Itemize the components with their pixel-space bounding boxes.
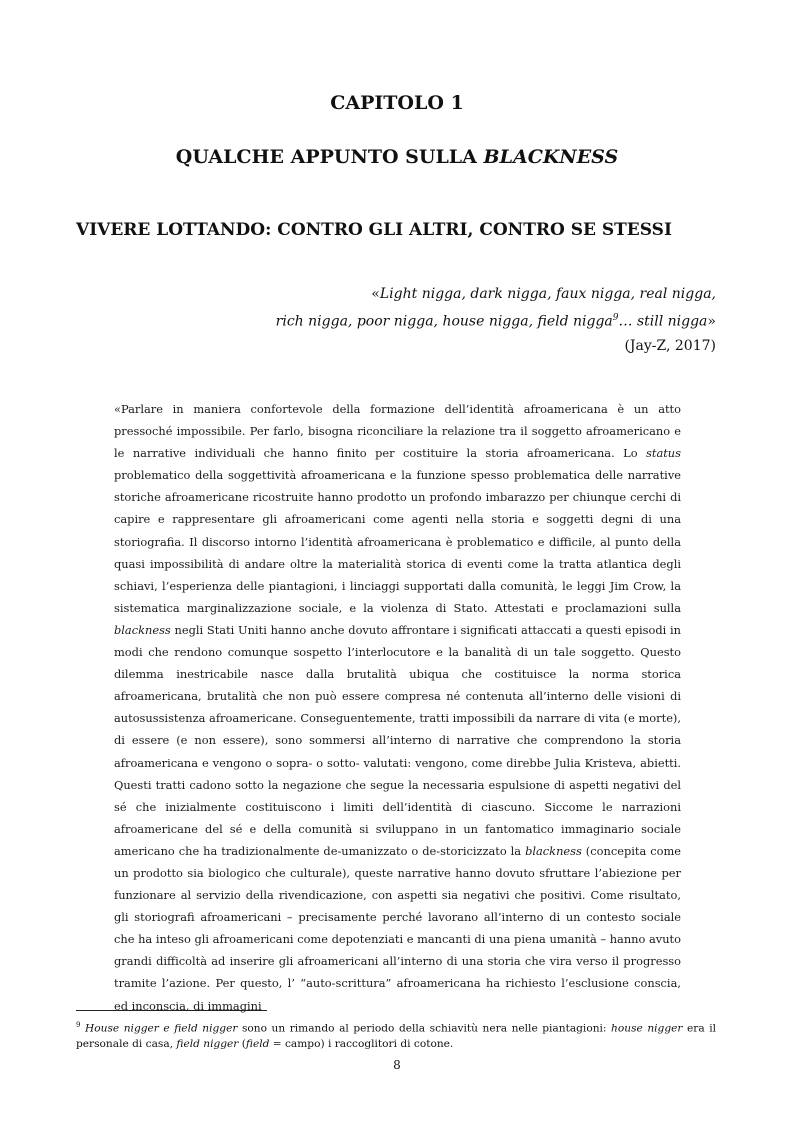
chapter-title-italic: BLACKNESS	[483, 146, 619, 168]
epigraph-line-1-text: Light nigga, dark nigga, faux nigga, real nigga,	[379, 286, 716, 302]
footnote-connector: e	[158, 1022, 175, 1035]
footnote-term-5: field	[245, 1037, 270, 1050]
quote-text-part-2: problematico della soggettività afroamericana e la funzione spesso problematica delle narrative storiche afroamericane ricostruite hanno prodotto un profondo imbarazzo per chiunque cerchi di capire e rappresentare gli afroamericani come agenti nella storia e soggetti degni di una storiografia. Il discorso intorno l’identità afroamericana è problematico e difficile, al punto della quasi impossibilità di andare oltre la materialità storica di eventi come la tratta atlantica degli schiavi, l’esperienza delle piantagioni, i linciaggi supportati dalla comunità, le leggi Jim Crow, la sistematica marginalizzazione sociale, e la violenza di Stato. Attestati e proclamazioni sulla	[114, 468, 681, 615]
chapter-title-text: QUALCHE APPUNTO SULLA	[175, 146, 484, 168]
epigraph-line-1	[156, 282, 716, 306]
footnote-term-4: field nigger	[176, 1037, 239, 1050]
epigraph-attribution: (Jay-Z, 2017)	[624, 337, 716, 354]
quote-italic-blackness-2: blackness	[525, 843, 582, 858]
footnote-number: 9	[76, 1021, 81, 1029]
epigraph-open-quote: «	[371, 286, 380, 302]
footnote-term-2: field nigger	[174, 1022, 238, 1035]
chapter-title	[0, 146, 794, 168]
footnote-term-3: house nigger	[611, 1022, 683, 1035]
quote-text-part-4: (concepita come un prodotto sia biologico che culturale), queste narrative hanno dovuto sfruttare l’abiezione per funzionare al servizio della rivendicazione, con aspetti sia negativi che positivi. Come risultato, gli storiografi afroamericani – precisamente perché lavorano all’interno di un contesto sociale che ha inteso gli afroamericani come depotenziati e mancanti di una piena umanità – hanno avuto grandi difficoltà ad inserire gli afroamericani all’interno di una storia che vira verso il progresso tramite l’azione. Per questo, l’ “auto-scrittura” afroamericana ha richiesto l’esclusione conscia, ed inconscia, di immagini	[114, 843, 681, 1013]
epigraph	[156, 282, 716, 358]
section-title: VIVERE LOTTANDO: CONTRO GLI ALTRI, CONTRO SE STESSI	[76, 220, 672, 240]
quote-italic-blackness: blackness	[114, 622, 171, 637]
footnote-text-4: = campo) i raccoglitori di cotone.	[269, 1037, 454, 1050]
epigraph-line-2-text-b: … still nigga	[618, 313, 708, 330]
footnote-text-2: era il personale di casa,	[76, 1022, 716, 1050]
epigraph-close-quote: »	[707, 313, 716, 330]
quote-italic-status: status	[646, 446, 681, 461]
quote-text-part-1: «Parlare in maniera confortevole della formazione dell’identità afroamericana è un atto pressoché impossibile. Per farlo, bisogna riconciliare la relazione tra il soggetto afroamericano e le narrative individuali che hanno finito per costituire la storia afroamericana. Lo	[114, 402, 681, 461]
footnote-reference[interactable]: 9	[612, 313, 619, 323]
page-number: 8	[393, 1058, 401, 1072]
footnote-text-1: sono un rimando al periodo della schiavitù nera nelle piantagioni:	[237, 1022, 612, 1035]
epigraph-line-2-text-a: rich nigga, poor nigga, house nigga, field nigga	[275, 313, 613, 330]
footnote	[76, 1018, 716, 1052]
block-quote	[114, 398, 681, 1017]
chapter-number: CAPITOLO 1	[330, 92, 464, 114]
quote-text-part-3: negli Stati Uniti hanno anche dovuto affrontare i significati attaccati a questi episodi in modi che rendono comunque sospetto l’interlocutore e la banalità di un tale soggetto. Questo dilemma inestricabile nasce dalla brutalità ubiqua che costituisce la norma storica afroamericana, brutalità che non può essere compresa né contenuta all’interno delle visioni di autosussistenza afroamericane. Conseguentemente, tratti impossibili da narrare di vita (e morte), di essere (e non essere), sono sommersi all’interno di narrative che comprendono la storia afroamericana e vengono o sopra- o sotto- valutati: vengono, come direbbe Julia Kristeva, abietti. Questi tratti cadono sotto la negazione che segue la necessaria espulsione di aspetti negativi del sé che inizialmente costituiscono i limiti dell’identità di ciascuno. Siccome le narrazioni afroamericane del sé e della comunità si sviluppano in un fantomatico immaginario sociale americano che ha tradizionalmente de-umanizzato o de-storicizzato la	[114, 622, 681, 858]
footnote-text-3: (	[238, 1037, 246, 1050]
footnote-separator	[76, 1010, 267, 1011]
footnote-term-1: House nigger	[85, 1022, 159, 1035]
epigraph-line-2	[156, 306, 716, 334]
